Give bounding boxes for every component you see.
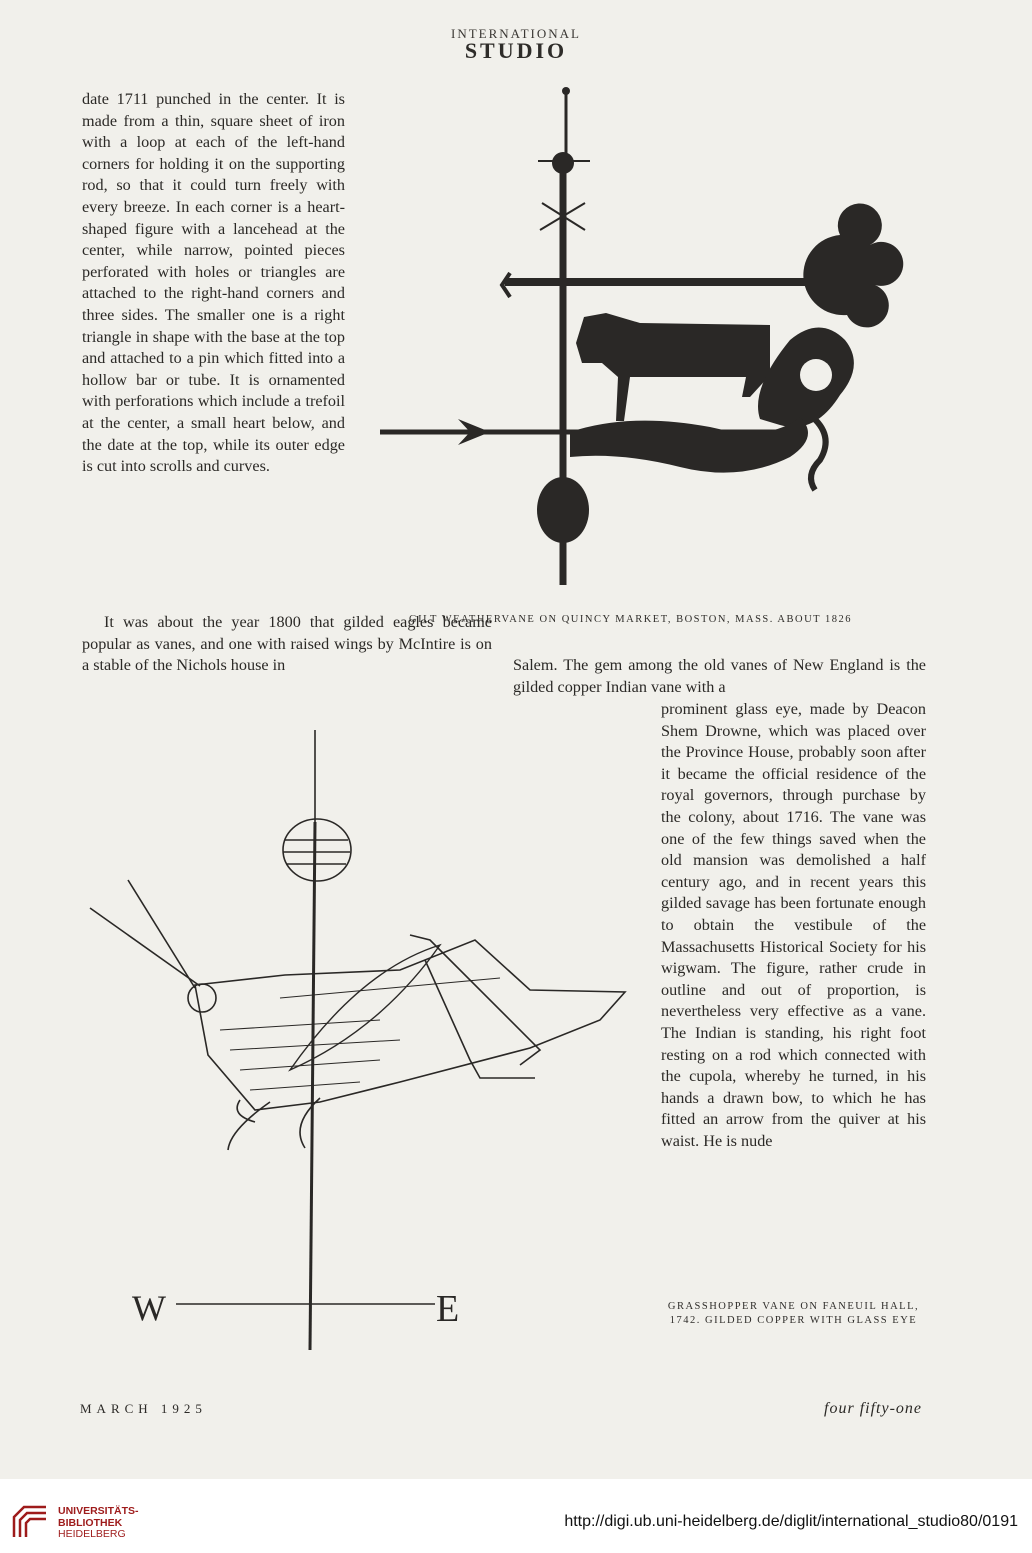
- footer-page-number: four fifty-one: [824, 1400, 922, 1417]
- library-line1: UNIVERSITÄTS-: [58, 1505, 139, 1517]
- right-column-narrow: [661, 699, 926, 1152]
- grasshopper-weathervane-illustration: [80, 730, 640, 1350]
- cow-weathervane-illustration: [370, 85, 930, 605]
- paragraph-2: It was about the year 1800 that gilded eagles became popular as vanes, and one with raised wings by McIntire is on a stable of the Nichols house in: [82, 613, 492, 675]
- library-name: [58, 1506, 139, 1541]
- west-letter: W: [132, 1288, 166, 1328]
- footer-date: MARCH 1925: [80, 1401, 207, 1416]
- masthead-logo: STUDIO: [464, 38, 568, 63]
- source-url-link[interactable]: http://digi.ub.uni-heidelberg.de/diglit/international_studio80/0191: [564, 1513, 1018, 1530]
- left-column-text: [82, 89, 345, 478]
- heidelberg-logo-icon: [10, 1503, 50, 1543]
- masthead-line1: INTERNATIONAL: [451, 26, 581, 41]
- right-column-wide: [513, 655, 926, 698]
- paragraph-1: date 1711 punched in the center. It is made from a thin, square sheet of iron with a loop at each of the left-hand corners for holding it on the supporting rod, so that it could turn freely with every breeze. In each corner is a heart-shaped figure with a lancehead at the center, while narrow, pointed pieces perforated with holes or triangles are attached to the right-hand corners and three sides. The smaller one is a right triangle in shape with the base at the top and attached to a pin which fitted into a hollow bar or tube. It is ornamented with perforations which include a trefoil at the center, a small heart below, and the date at the top, while its outer edge is cut into scrolls and curves.: [82, 90, 345, 476]
- east-letter: E: [436, 1288, 460, 1330]
- right-wide-text: Salem. The gem among the old vanes of New England is the gilded copper Indian vane with a: [513, 656, 926, 696]
- right-narrow-text: prominent glass eye, made by Deacon Shem Drowne, which was placed over the Province House, probably soon after it became the official residence of the royal governors, through purchase by the colony, about 1716. The vane was one of the few things saved when the old mansion was demolished a half century ago, and in recent years this gilded savage has been fortunate enough to obtain the vestibule of the Massachusetts Historical Society for his wigwam. The figure, rather crude in outline and out of proportion, is nevertheless very effective as a vane. The Indian is standing, his right foot resting on a rod which connected with the cupola, whereby he turned, in his hands a drawn bow, to which he has fitted an arrow from the quiver at his waist. He is nude: [661, 700, 926, 1150]
- library-line3: HEIDELBERG: [58, 1528, 126, 1540]
- cow-vane-caption: GILT WEATHERVANE ON QUINCY MARKET, BOSTON, MASS. ABOUT 1826: [409, 614, 853, 625]
- grasshopper-caption: GRASSHOPPER VANE ON FANEUIL HALL, 1742. GILDED COPPER WITH GLASS EYE: [667, 1301, 920, 1326]
- library-line2: BIBLIOTHEK: [58, 1516, 123, 1529]
